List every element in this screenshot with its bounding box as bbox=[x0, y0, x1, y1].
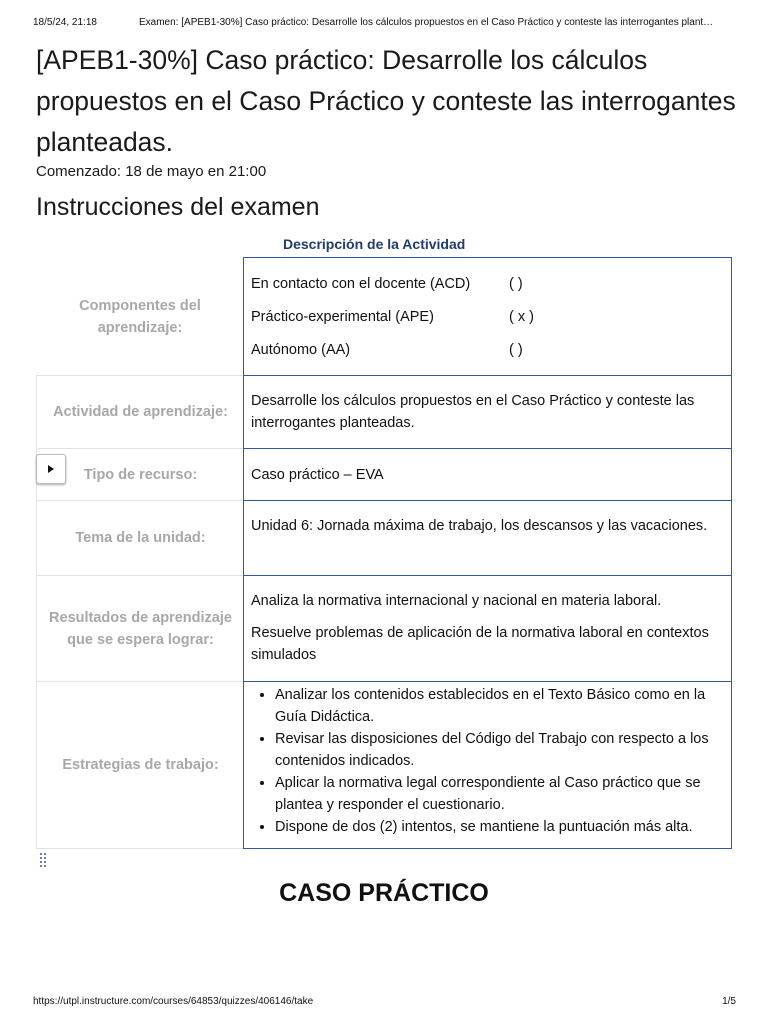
expected-result-item: Resuelve problemas de aplicación de la normativa laboral en contextos simulados bbox=[251, 625, 709, 663]
print-date: 18/5/24, 21:18 bbox=[33, 17, 97, 28]
page-title: [APEB1-30%] Caso práctico: Desarrolle los cálculos propuestos en el Caso Práctico y conteste las interrogantes planteadas. bbox=[36, 45, 736, 157]
print-footer bbox=[33, 996, 736, 1007]
components-cell bbox=[243, 257, 732, 376]
table-row-unit-theme bbox=[36, 500, 732, 576]
strategy-item: • Revisar las disposiciones del Código del Trabajo con respecto a los contenidos indicados. bbox=[275, 728, 724, 772]
component-acd-mark: ( ) bbox=[509, 276, 523, 292]
play-button[interactable] bbox=[36, 454, 66, 484]
print-page-title: Examen: [APEB1-30%] Caso práctico: Desarrolle los cálculos propuestos en el Caso Práctico y conteste las interrogantes plant… bbox=[139, 17, 714, 28]
drag-handle-icon[interactable] bbox=[38, 852, 48, 868]
expected-results-cell bbox=[243, 575, 732, 682]
resource-type-label: Tipo de recurso: bbox=[36, 448, 244, 501]
expected-results-label: Resultados de aprendizaje que se espera lograr: bbox=[36, 575, 244, 682]
strategies-list bbox=[251, 684, 724, 838]
learning-activity-value: Desarrolle los cálculos propuestos en el Caso Práctico y conteste las interrogantes planteadas. bbox=[243, 375, 732, 449]
unit-theme-value: Unidad 6: Jornada máxima de trabajo, los descansos y las vacaciones. bbox=[243, 500, 732, 576]
table-row-strategies bbox=[36, 681, 732, 849]
resource-type-value: Caso práctico – EVA bbox=[243, 448, 732, 501]
play-icon bbox=[47, 465, 55, 473]
components-label: Componentes del aprendizaje: bbox=[79, 297, 201, 336]
component-aa-label: Autónomo (AA) bbox=[251, 342, 351, 358]
instructions-title: Instrucciones del examen bbox=[36, 193, 320, 221]
strategy-item: • Analizar los contenidos establecidos en el Texto Básico como en la Guía Didáctica. bbox=[275, 684, 724, 728]
print-url: https://utpl.instructure.com/courses/64853/quizzes/406146/take bbox=[33, 996, 314, 1007]
print-page-number: 1/5 bbox=[722, 996, 736, 1007]
strategies-cell bbox=[243, 681, 732, 849]
strategy-item: • Aplicar la normativa legal correspondiente al Caso práctico que se plantea y responder el cuestionario. bbox=[275, 772, 724, 816]
started-timestamp: Comenzado: 18 de mayo en 21:00 bbox=[36, 163, 267, 180]
print-header bbox=[33, 17, 743, 28]
expected-result-item: Analiza la normativa internacional y nacional en materia laboral. bbox=[251, 593, 662, 609]
table-row-expected-results bbox=[36, 575, 732, 682]
unit-theme-label: Tema de la unidad: bbox=[36, 500, 244, 576]
table-row-resource-type bbox=[36, 448, 732, 501]
strategy-item: • Dispone de dos (2) intentos, se mantiene la puntuación más alta. bbox=[275, 816, 724, 838]
strategies-label: Estrategias de trabajo: bbox=[36, 681, 244, 849]
learning-activity-label: Actividad de aprendizaje: bbox=[36, 375, 244, 449]
table-row-components bbox=[36, 257, 732, 376]
component-acd-label: En contacto con el docente (ACD) bbox=[251, 276, 471, 292]
case-study-heading: CASO PRÁCTICO bbox=[279, 879, 489, 907]
component-ape-label: Práctico-experimental (APE) bbox=[251, 309, 434, 325]
activity-heading: Descripción de la Actividad bbox=[283, 236, 466, 252]
component-aa-mark: ( ) bbox=[509, 342, 523, 358]
component-ape-mark: ( x ) bbox=[509, 309, 534, 325]
table-row-learning-activity bbox=[36, 375, 732, 449]
